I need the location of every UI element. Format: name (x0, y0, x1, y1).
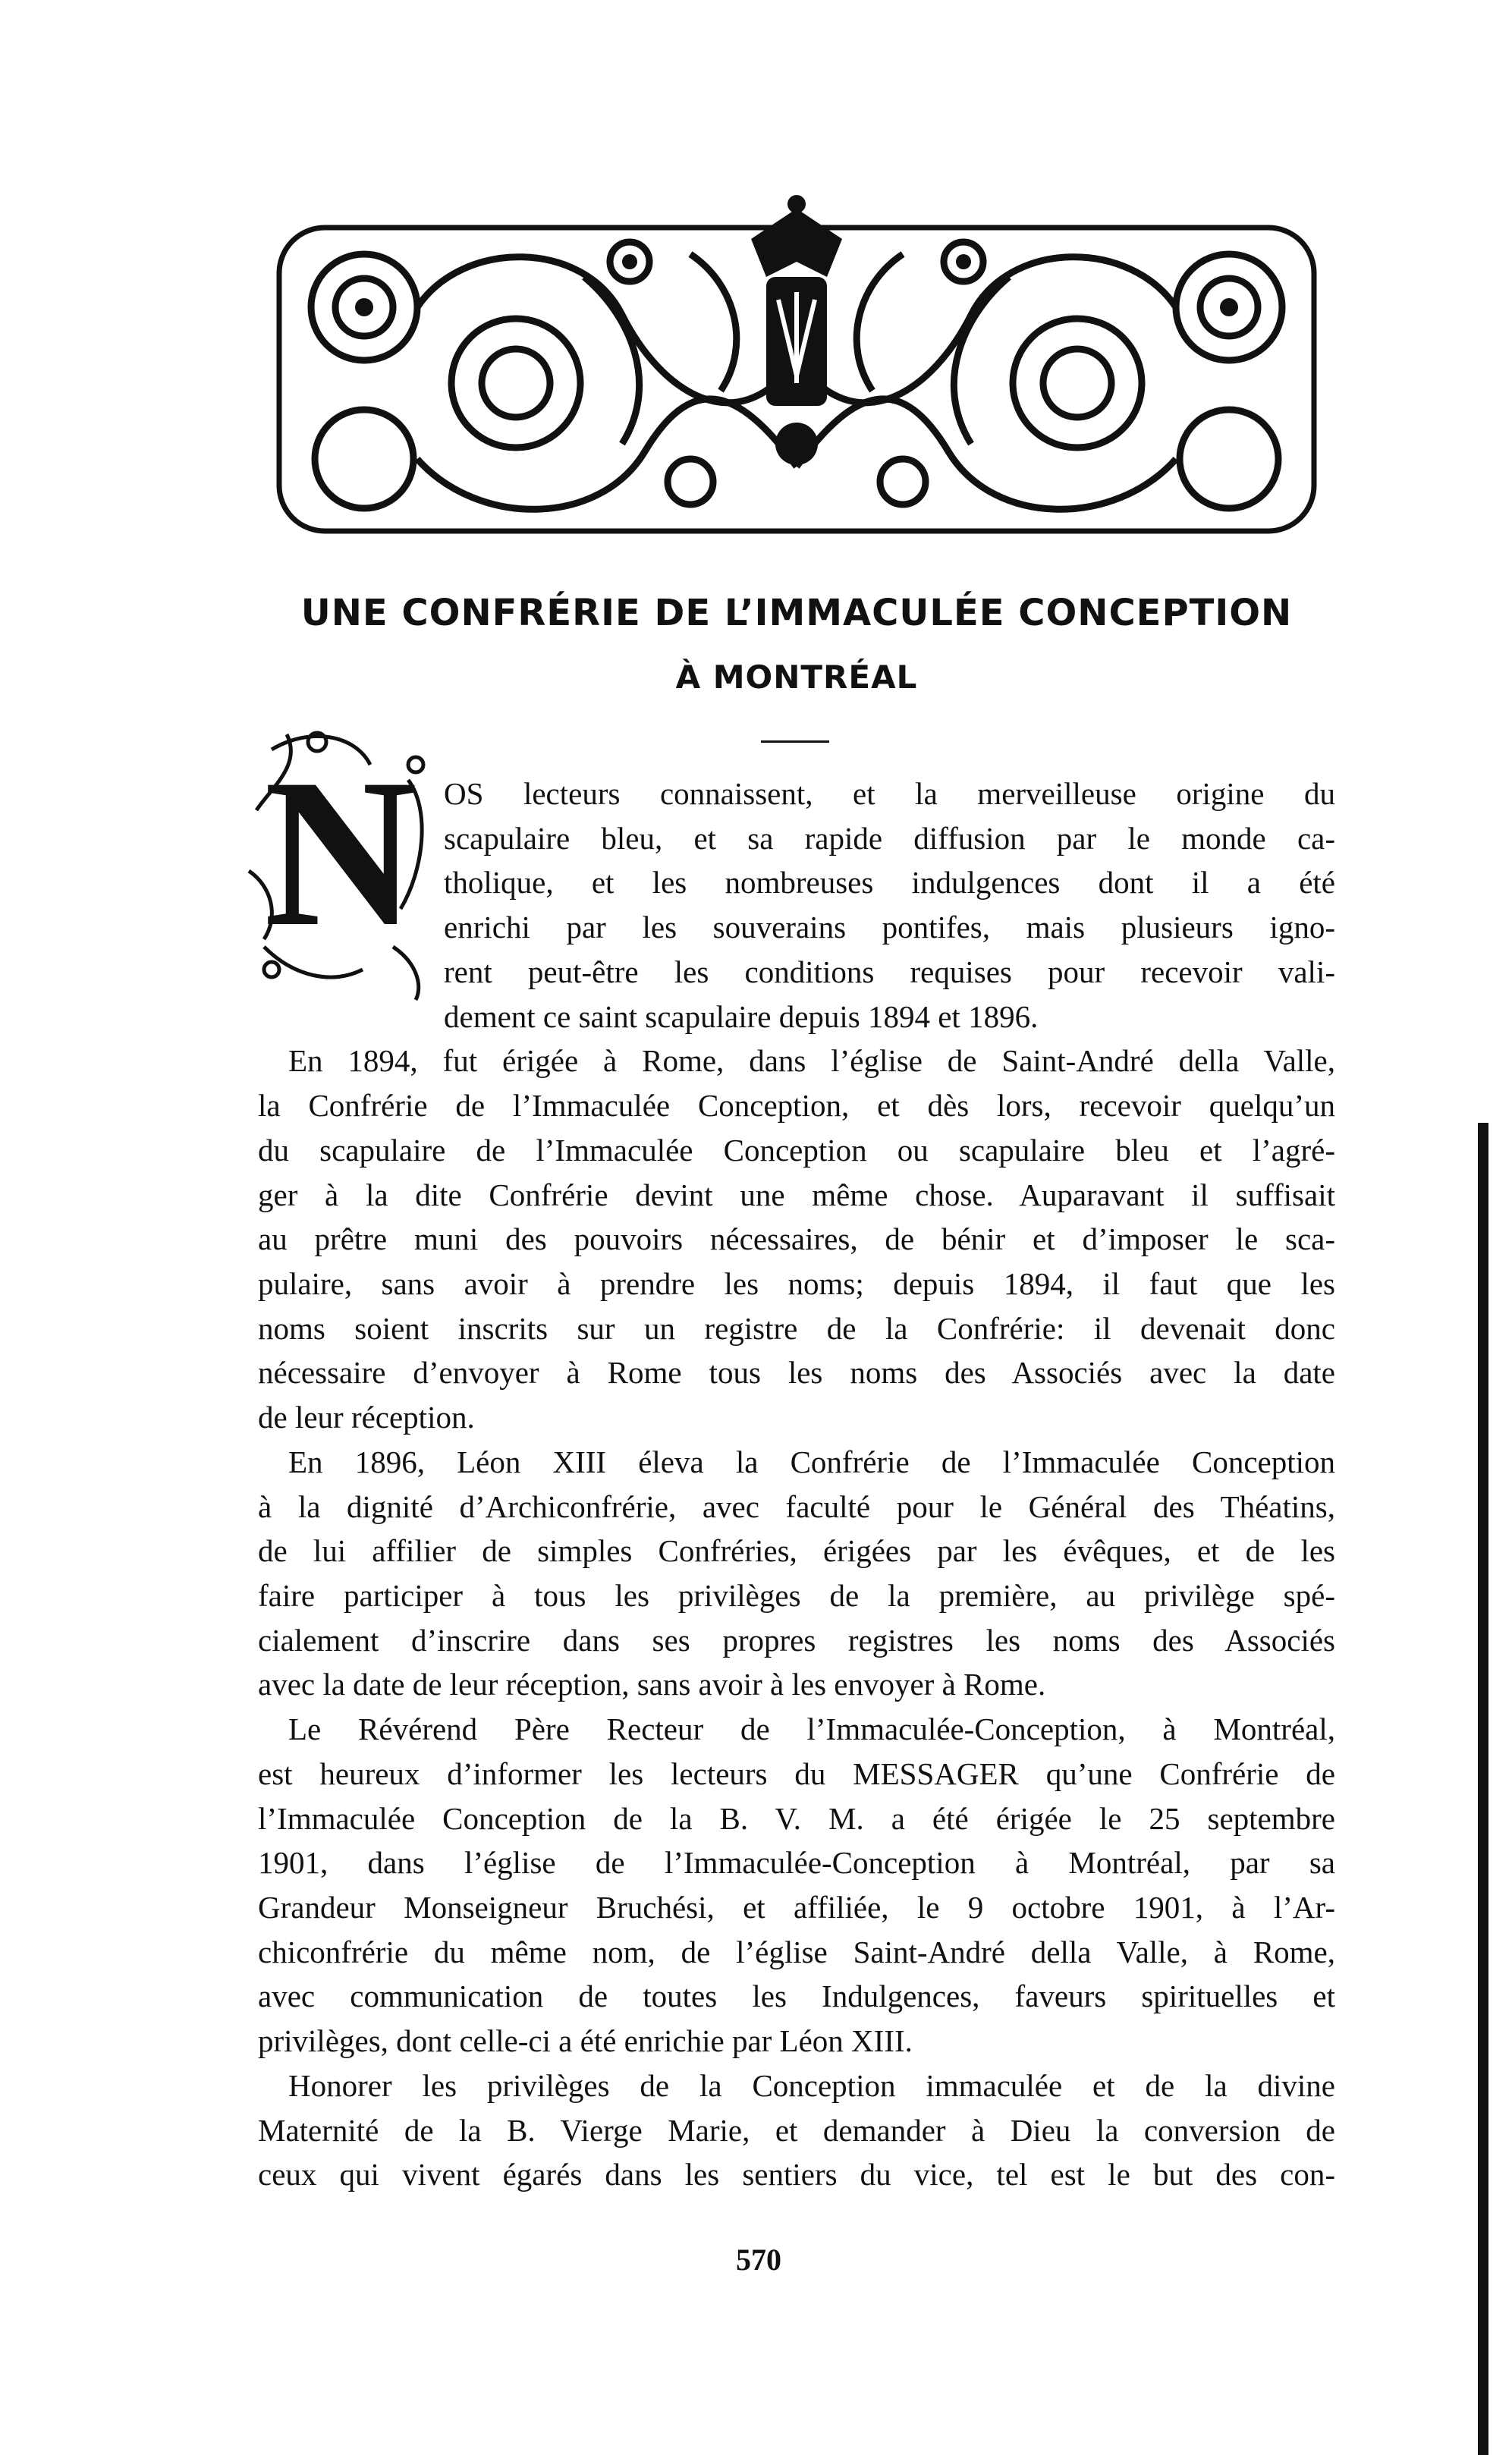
text-line: Grandeur Monseigneur Bruchési, et affiliée, le 9 octobre 1901, à l’Ar- (258, 1890, 1335, 1925)
page-edge-shadow (1478, 1123, 1488, 2455)
text-line: de leur réception. (258, 1400, 475, 1435)
text-line: avec communication de toutes les Indulgences, faveurs spirituelles et (258, 1979, 1335, 2013)
text-line: faire participer à tous les privilèges de la première, au privilège spé- (258, 1578, 1335, 1613)
text-line: rent peut-être les conditions requises pour recevoir vali- (444, 954, 1335, 989)
text-line: Honorer les privilèges de la Conception immaculée et de la divine (288, 2068, 1335, 2103)
text-line: à la dignité d’Archiconfrérie, avec faculté pour le Général des Théatins, (258, 1489, 1335, 1524)
ornamental-headpiece (266, 193, 1328, 550)
text-line: Le Révérend Père Recteur de l’Immaculée-Conception, à Montréal, (288, 1712, 1335, 1746)
text-line: chiconfrérie du même nom, de l’église Saint-André della Valle, à Rome, (258, 1935, 1335, 1969)
text-line: ger à la dite Confrérie devint une même chose. Auparavant il suffisait (258, 1177, 1335, 1212)
text-line: ceux qui vivent égarés dans les sentiers du vice, tel est le but des con- (258, 2157, 1335, 2192)
text-line: Maternité de la B. Vierge Marie, et demander à Dieu la conversion de (258, 2113, 1335, 2148)
text-line: au prêtre muni des pouvoirs nécessaires, de bénir et d’imposer le sca- (258, 1221, 1335, 1256)
text-line: privilèges, dont celle-ci a été enrichie par Léon XIII. (258, 2023, 913, 2058)
text-line: de lui affilier de simples Confréries, érigées par les évêques, et de les (258, 1533, 1335, 1568)
title-rule (761, 740, 829, 743)
text-line: est heureux d’informer les lecteurs du MESSAGER qu’une Confrérie de (258, 1756, 1335, 1791)
text-line: nécessaire d’envoyer à Rome tous les noms des Associés avec la date (258, 1355, 1335, 1390)
text-line: OS lecteurs connaissent, et la merveilleuse origine du (444, 776, 1335, 811)
article-title: UNE CONFRÉRIE DE L’IMMACULÉE CONCEPTION (300, 592, 1293, 634)
text-line: du scapulaire de l’Immaculée Conception ou scapulaire bleu et l’agré- (258, 1133, 1335, 1168)
text-line: la Confrérie de l’Immaculée Conception, et dès lors, recevoir quelqu’un (258, 1088, 1335, 1123)
text-line: avec la date de leur réception, sans avoir à les envoyer à Rome. (258, 1667, 1046, 1702)
drop-cap-letter: N (263, 734, 418, 970)
text-line: En 1896, Léon XIII éleva la Confrérie de l’Immaculée Conception (288, 1444, 1335, 1479)
article-subtitle: À MONTRÉAL (675, 659, 918, 696)
text-line: 1901, dans l’église de l’Immaculée-Conception à Montréal, par sa (258, 1845, 1335, 1880)
text-line: noms soient inscrits sur un registre de la Confrérie: il devenait donc (258, 1311, 1335, 1346)
decorated-initial (241, 719, 440, 1001)
text-line: l’Immaculée Conception de la B. V. M. a été érigée le 25 septembre (258, 1801, 1335, 1836)
text-line: enrichi par les souverains pontifes, mais plusieurs igno- (444, 910, 1335, 945)
text-line: pulaire, sans avoir à prendre les noms; depuis 1894, il faut que les (258, 1266, 1335, 1301)
page-number: 570 (736, 2243, 781, 2277)
text-line: cialement d’inscrire dans ses propres registres les noms des Associés (258, 1623, 1335, 1658)
text-line: tholique, et les nombreuses indulgences dont il a été (444, 865, 1335, 900)
text-line: En 1894, fut érigée à Rome, dans l’église de Saint-André della Valle, (288, 1043, 1335, 1078)
text-line: scapulaire bleu, et sa rapide diffusion par le monde ca- (444, 821, 1335, 856)
text-line: dement ce saint scapulaire depuis 1894 et 1896. (444, 999, 1039, 1034)
